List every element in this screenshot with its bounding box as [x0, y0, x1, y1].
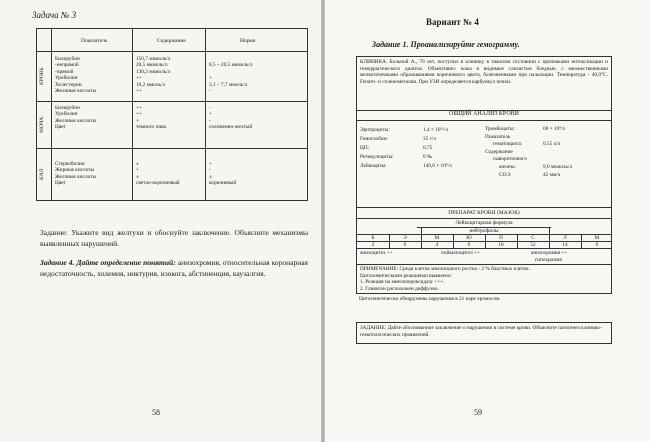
task1-heading — [372, 40, 520, 49]
group-label-urine: МОЧА — [39, 116, 45, 133]
task1-text: Проанализируйте гемограмму. — [410, 40, 520, 49]
formula-value-mono: 6 — [595, 242, 599, 248]
notes-block — [360, 266, 608, 292]
lab-results-table — [36, 28, 308, 201]
formula-value-m: 4 — [435, 242, 439, 248]
assignment-box — [356, 322, 612, 344]
formula-header-mono: М — [594, 235, 600, 241]
formula-note-hypochromia: гипохромия — [535, 257, 562, 263]
page-number-left: 58 — [152, 408, 160, 417]
blood-right-names: Тромбоциты: Показатель гематокрита: Содержание сывороточного железа: СОЭ: — [485, 126, 527, 178]
task4-block — [40, 258, 308, 279]
note-line: 1. Реакция на миелопероксидазу +++. — [360, 279, 445, 286]
cbc-title: ОБЩИЙ АНАЛИЗ КРОВИ — [449, 111, 519, 117]
urine-values: ++ ++ + темного пива — [136, 105, 166, 131]
table-header-row — [37, 29, 307, 52]
formula-header-s: С — [531, 235, 535, 241]
formula-note-anisocytosis: анизоцитоз ++ — [360, 250, 393, 256]
header-norm: Норма — [240, 38, 256, 44]
book-gutter — [321, 0, 325, 442]
feces-values: ± + ± светло-коричневый — [136, 161, 180, 187]
formula-header-l: Л — [563, 235, 567, 241]
urine-norms: - + - соломенно-желтый — [209, 105, 253, 131]
header-content: Содержание — [157, 38, 186, 44]
blood-values: 150,7 мкмоль/л 20,5 мкмоль/л 130,2 мкмоль/л ++ 10,2 ммоль/л ++ — [136, 56, 171, 95]
note-line: 2. Гликоген расположен диффузно. — [360, 285, 439, 292]
blood-left-values: 1,4 × 10¹²/л 35 г/л 0,75 0 ‰ 140,0 × 10⁹/л — [423, 127, 452, 169]
formula-value-e: 6 — [403, 242, 407, 248]
blood-left-names: Эритроциты: Гемоглобин: ЦП: Ретикулоциты: Лейкоциты: — [360, 127, 394, 169]
formula-value-yu: 6 — [467, 242, 471, 248]
page-number-right: 59 — [474, 408, 482, 417]
blood-right-values: 60 × 10⁹/л 0,55 л/л 9,0 мкмоль/л 42 мм/ч — [543, 126, 572, 178]
smear-title: ПРЕПАРАТ КРОВИ (МАЗОК) — [448, 210, 520, 216]
group-label-feces: КАЛ — [39, 168, 45, 181]
clinic-text: КЛИНИКА. Больной А., 70 лет, поступил в клинику в тяжелом состоянии с признаками интоксикации и геморрагического диатеза. Объективно: кожа и видимые слизистые бледные, с множественными мелкоточечными образованиями коричневого цвета, болезненными при пальпации. Температура - 40,0°С. Гепато- и спленомегалия. При УЗИ определяется карбункул почки. — [360, 59, 608, 85]
formula-note-anisochromia: анизохромия ++ — [531, 250, 568, 256]
formula-header-b: Б — [371, 235, 375, 241]
cytogenetics-note: Цитогенетически обнаружены нарушения в 21 паре хромосом. — [359, 296, 501, 302]
blood-norms: 8,5 – 20,5 мкмоль/л + 3,1 – 7,7 ммоль/л - — [209, 62, 253, 95]
feces-params: Стеркобилин Жирные кислоты Желчные кислоты Цвет — [55, 161, 97, 187]
formula-note-poikilocytosis: пойкилоцитоз ++ — [441, 250, 480, 256]
variant-title: Вариант № 4 — [426, 17, 479, 27]
neutrophils-label: нейтрофилы — [417, 227, 551, 234]
formula-header-yu: Ю — [466, 235, 472, 241]
formula-value-s: 52 — [530, 242, 536, 248]
feces-norms: + - ± коричневый — [209, 161, 237, 187]
leuko-title: Лейкоцитарная формула — [455, 220, 513, 226]
clinical-case-box — [356, 56, 612, 294]
blood-params: Билирубин -непрямой -прямой Уробилин Холестерин Желчные кислоты — [55, 56, 97, 95]
urine-params: Билирубин Уробилин Желчные кислоты Цвет — [55, 105, 97, 131]
task1-title: Задание 1. — [372, 40, 409, 49]
formula-header-m: М — [434, 235, 440, 241]
formula-header-e: Э — [403, 235, 407, 241]
formula-value-p: 10 — [498, 242, 504, 248]
note-line: Цитохимическими реакциями выявлено: — [360, 272, 452, 279]
task-header: Задача № 3 — [32, 10, 77, 20]
group-label-blood: КРОВЬ — [39, 67, 45, 86]
formula-value-l: 14 — [562, 242, 568, 248]
formula-header-p: П — [499, 235, 503, 241]
task3-assignment: Задание: Укажите вид желтухи и обоснуйте заключение. Объясните механизмы выявленных нарушений. — [40, 228, 308, 248]
note-line: ПРИМЕЧАНИЕ: Среди клеток миелоидного ростка - 2 % бластных клеток. — [360, 266, 531, 272]
task4-title: Задание 4. Дайте определение понятий: — [40, 258, 176, 267]
right-assignment: ЗАДАНИЕ: Дайте обоснованное заключение о нарушении в системе крови. Объясните патогенез клинико-гематологических проявлений. — [360, 325, 602, 338]
formula-value-b: 2 — [371, 242, 375, 248]
task4-body: анизохромия, относительная коронарная недостаточность, холемия, никтурия, изокога, абстиненция, каузалгия. — [40, 258, 309, 278]
header-parameter: Показатель — [81, 38, 108, 44]
